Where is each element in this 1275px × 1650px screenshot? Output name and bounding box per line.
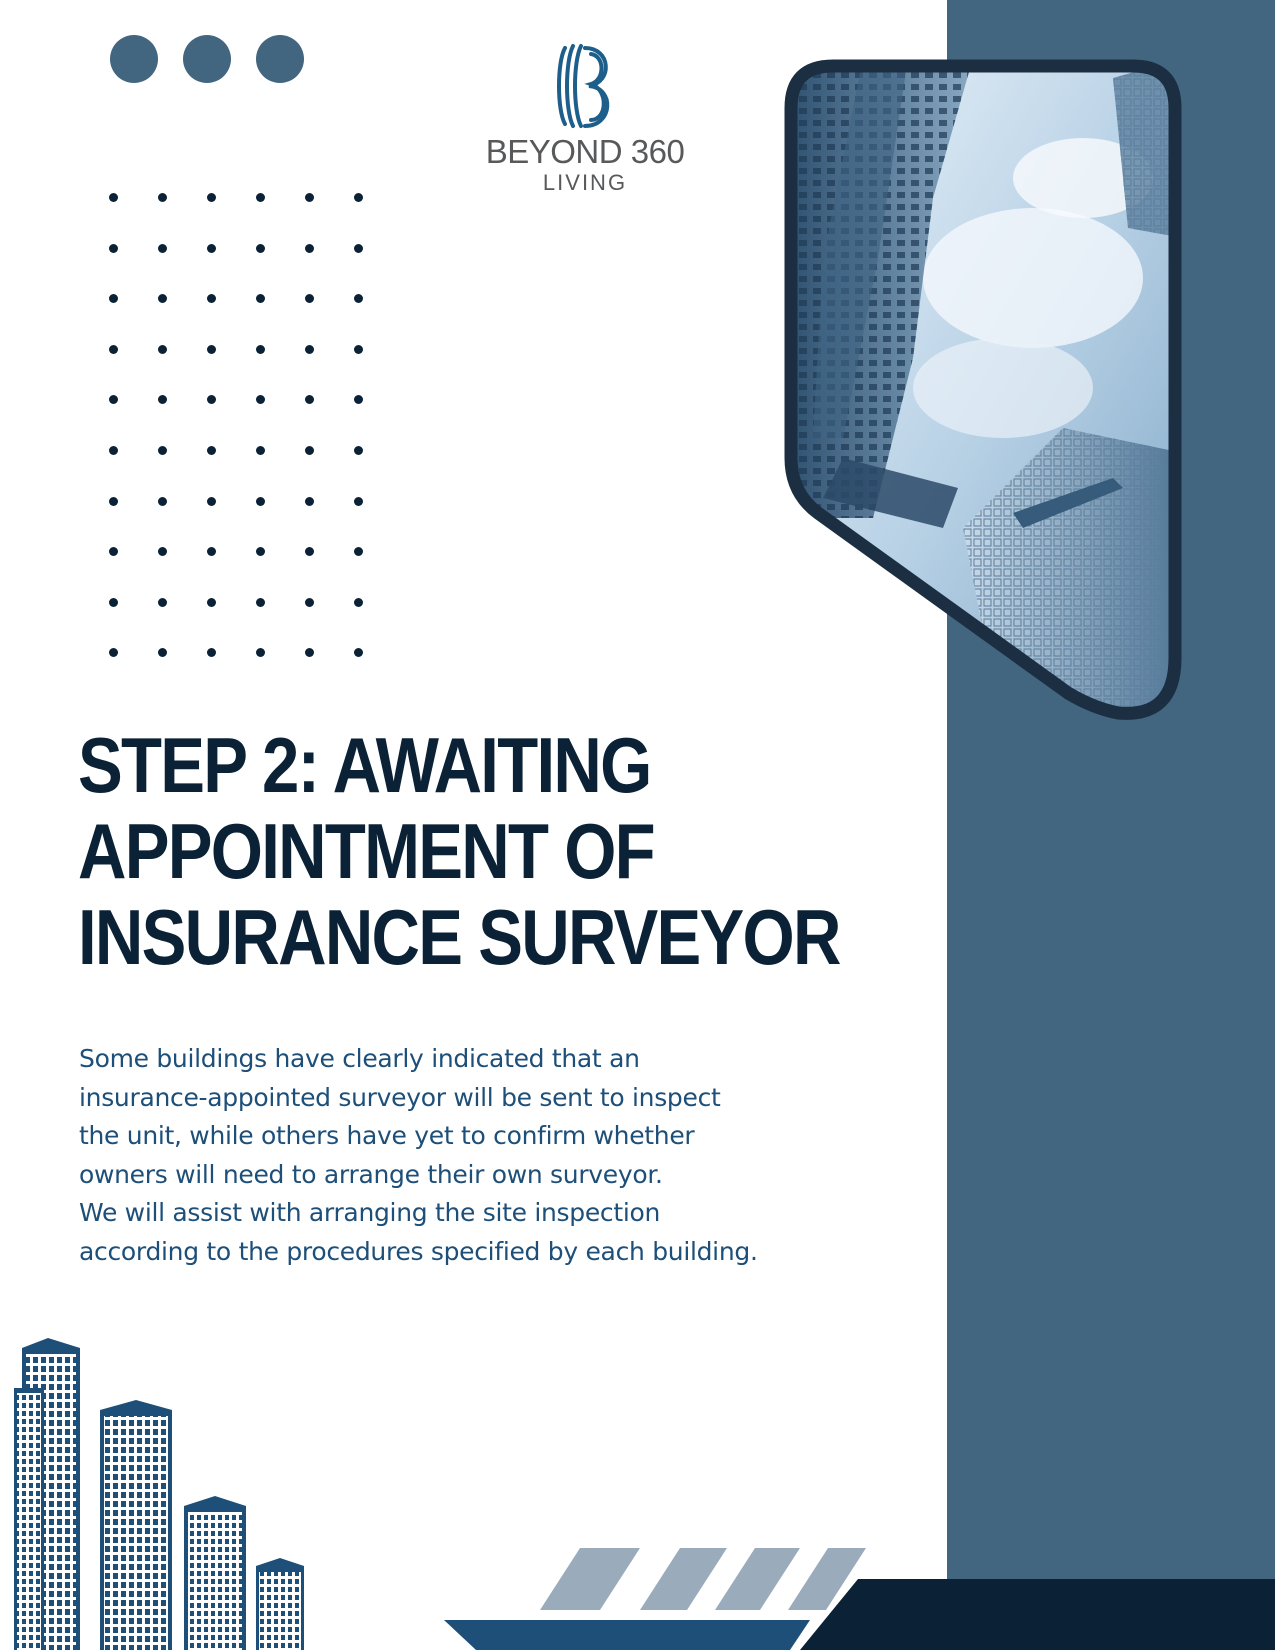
- grid-dot: [207, 294, 216, 303]
- grid-dot: [305, 345, 314, 354]
- grid-dot: [109, 648, 118, 657]
- grid-dot: [256, 193, 265, 202]
- brand-name: BEYOND 360: [485, 133, 685, 170]
- body-line: according to the procedures specified by each building.: [79, 1236, 758, 1266]
- grid-dot: [354, 648, 363, 657]
- grid-dot: [256, 547, 265, 556]
- city-building: [14, 1388, 44, 1650]
- grid-dot: [354, 446, 363, 455]
- dot-grid-decoration: [109, 193, 403, 699]
- grid-dot: [158, 345, 167, 354]
- page-title: [78, 721, 840, 981]
- body-line: We will assist with arranging the site inspection: [79, 1198, 661, 1227]
- grid-dot: [158, 598, 167, 607]
- grid-dot: [305, 244, 314, 253]
- grid-dot: [256, 244, 265, 253]
- grid-dot: [305, 446, 314, 455]
- grid-dot: [207, 244, 216, 253]
- grid-dot: [109, 547, 118, 556]
- grid-dot: [256, 446, 265, 455]
- grid-dot: [109, 598, 118, 607]
- grid-dot: [354, 497, 363, 506]
- grid-dot: [207, 345, 216, 354]
- city-building: [100, 1400, 172, 1650]
- grid-dot: [207, 598, 216, 607]
- top-circle-decoration: [110, 35, 304, 83]
- grid-dot: [158, 244, 167, 253]
- grid-dot: [354, 395, 363, 404]
- decor-circle: [256, 35, 304, 83]
- grid-dot: [354, 598, 363, 607]
- title-line: APPOINTMENT OF: [78, 807, 654, 895]
- body-line: Some buildings have clearly indicated that an: [79, 1044, 640, 1073]
- grid-dot: [158, 497, 167, 506]
- grid-dot: [207, 395, 216, 404]
- grid-dot: [305, 598, 314, 607]
- grid-dot: [305, 294, 314, 303]
- grid-dot: [109, 193, 118, 202]
- grid-dot: [256, 648, 265, 657]
- grid-dot: [256, 395, 265, 404]
- grid-dot: [158, 446, 167, 455]
- grid-dot: [354, 345, 363, 354]
- grid-dot: [256, 497, 265, 506]
- grid-dot: [109, 395, 118, 404]
- grid-dot: [109, 294, 118, 303]
- grid-dot: [305, 648, 314, 657]
- grid-dot: [207, 193, 216, 202]
- grid-dot: [109, 244, 118, 253]
- stripe: [640, 1548, 727, 1610]
- title-line: INSURANCE SURVEYOR: [78, 893, 840, 981]
- grid-dot: [305, 547, 314, 556]
- grid-dot: [305, 193, 314, 202]
- grid-dot: [109, 497, 118, 506]
- grid-dot: [305, 497, 314, 506]
- city-building: [256, 1558, 304, 1650]
- grid-dot: [158, 395, 167, 404]
- city-skyline-illustration: [0, 1338, 320, 1650]
- title-line: STEP 2: AWAITING: [78, 721, 651, 809]
- body-line: insurance-appointed surveyor will be sent to inspect: [79, 1082, 721, 1112]
- body-line: owners will need to arrange their own surveyor.: [79, 1159, 663, 1189]
- brand-tagline: LIVING: [542, 170, 628, 195]
- grid-dot: [354, 244, 363, 253]
- bottom-dark-bar: [800, 1579, 1275, 1650]
- logo-b-icon: [553, 42, 617, 130]
- body-paragraph: [79, 1040, 909, 1271]
- grid-dot: [158, 648, 167, 657]
- grid-dot: [305, 395, 314, 404]
- city-building: [184, 1496, 246, 1650]
- hero-photo: [783, 58, 1183, 733]
- grid-dot: [354, 193, 363, 202]
- grid-dot: [207, 446, 216, 455]
- brand-logo: [470, 42, 700, 196]
- grid-dot: [207, 497, 216, 506]
- stripe: [540, 1548, 640, 1610]
- grid-dot: [158, 193, 167, 202]
- body-line: the unit, while others have yet to confirm whether: [79, 1121, 695, 1150]
- diagonal-stripes: [540, 1548, 866, 1610]
- grid-dot: [256, 294, 265, 303]
- grid-dot: [354, 294, 363, 303]
- decor-circle: [183, 35, 231, 83]
- grid-dot: [158, 547, 167, 556]
- grid-dot: [158, 294, 167, 303]
- grid-dot: [109, 345, 118, 354]
- bottom-blue-wedge: [444, 1620, 810, 1650]
- grid-dot: [207, 547, 216, 556]
- grid-dot: [256, 598, 265, 607]
- grid-dot: [354, 547, 363, 556]
- grid-dot: [256, 345, 265, 354]
- stripe: [715, 1548, 800, 1610]
- decor-circle: [110, 35, 158, 83]
- grid-dot: [109, 446, 118, 455]
- grid-dot: [207, 648, 216, 657]
